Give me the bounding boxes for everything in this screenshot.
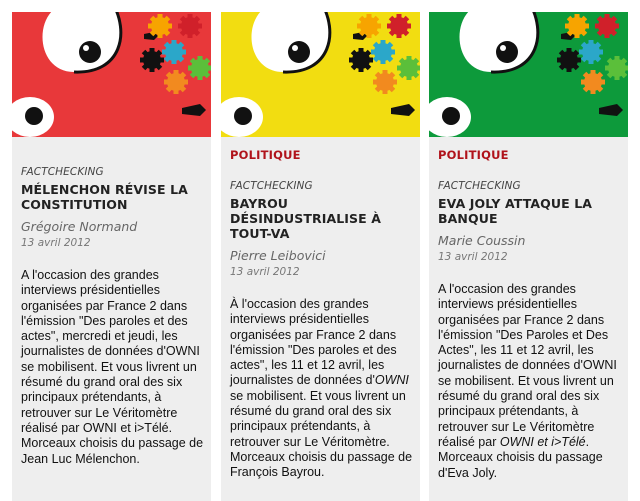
article-excerpt-text: À l'occasion des grandes interviews présidentielles organisées par France 2 dans l'émission "Des paroles et des actes", les 11 et 12 avril, les journalistes de données d' <box>230 297 397 388</box>
article-author[interactable]: Grégoire Normand <box>21 219 138 234</box>
article-excerpt-text: . Morceaux choisis du passage d'Eva Joly. <box>438 434 603 480</box>
cartoon-eye-gears-illustration <box>429 12 628 137</box>
cartoon-eye-gears-illustration <box>12 12 211 137</box>
article-excerpt: A l'occasion des grandes interviews présidentielles organisées par France 2 dans l'émission "Des paroles et des actes", mercredi et jeudi, les journalistes de données d'OWNI se mobilisent. Et vous livrent un résumé du grand oral des six principaux prétendants, à retrouver sur Le Véritomètre réalisé par OWNI et i>Télé. Morceaux choisis du passage de Jean Luc Mélenchon. <box>21 268 204 466</box>
article-date: 13 avril 2012 <box>21 237 91 249</box>
article-excerpt-text: A l'occasion des grandes interviews présidentielles organisées par France 2 dans l'émission "Des Paroles et Des Actes", les 11 et 12 avril, les journalistes de données d'OWNI se mobilisent. Et vous livrent un résumé du grand oral des six principaux prétendants, à retrouver sur Le Véritomètre réalisé par <box>438 282 617 449</box>
article-category[interactable]: POLITIQUE <box>230 148 301 162</box>
article-subcategory[interactable]: FACTCHECKING <box>438 180 521 192</box>
article-subcategory[interactable]: FACTCHECKING <box>230 180 313 192</box>
article-title[interactable]: EVA JOLY ATTAQUE LA BANQUE <box>438 196 593 226</box>
article-author[interactable]: Pierre Leibovici <box>230 248 326 263</box>
article-author[interactable]: Marie Coussin <box>438 233 526 248</box>
article-card-melenchon[interactable] <box>12 12 211 501</box>
article-thumbnail[interactable] <box>429 12 628 137</box>
article-title[interactable]: BAYROU DÉSINDUSTRIALISE À TOUT-VA <box>230 196 382 241</box>
article-date: 13 avril 2012 <box>230 266 300 278</box>
article-subcategory[interactable]: FACTCHECKING <box>21 166 104 178</box>
article-card-joly[interactable] <box>429 12 628 501</box>
article-thumbnail[interactable] <box>12 12 211 137</box>
article-excerpt-text: se mobilisent. Et vous livrent un résumé du grand oral des six principaux prétendants, à retrouver sur Le Véritomètre. Morceaux choisis du passage de François Bayrou. <box>230 388 413 480</box>
article-card-bayrou[interactable] <box>221 12 420 501</box>
cartoon-eye-gears-illustration <box>221 12 420 137</box>
article-thumbnail[interactable] <box>221 12 420 137</box>
article-excerpt <box>438 282 628 481</box>
article-date: 13 avril 2012 <box>438 251 508 263</box>
article-category[interactable]: POLITIQUE <box>438 148 509 162</box>
article-excerpt <box>230 297 420 481</box>
article-title[interactable]: MÉLENCHON RÉVISE LA CONSTITUTION <box>21 182 188 212</box>
article-excerpt-emphasis: OWNI et i>Télé <box>499 434 586 449</box>
article-excerpt-emphasis: OWNI <box>374 373 409 388</box>
